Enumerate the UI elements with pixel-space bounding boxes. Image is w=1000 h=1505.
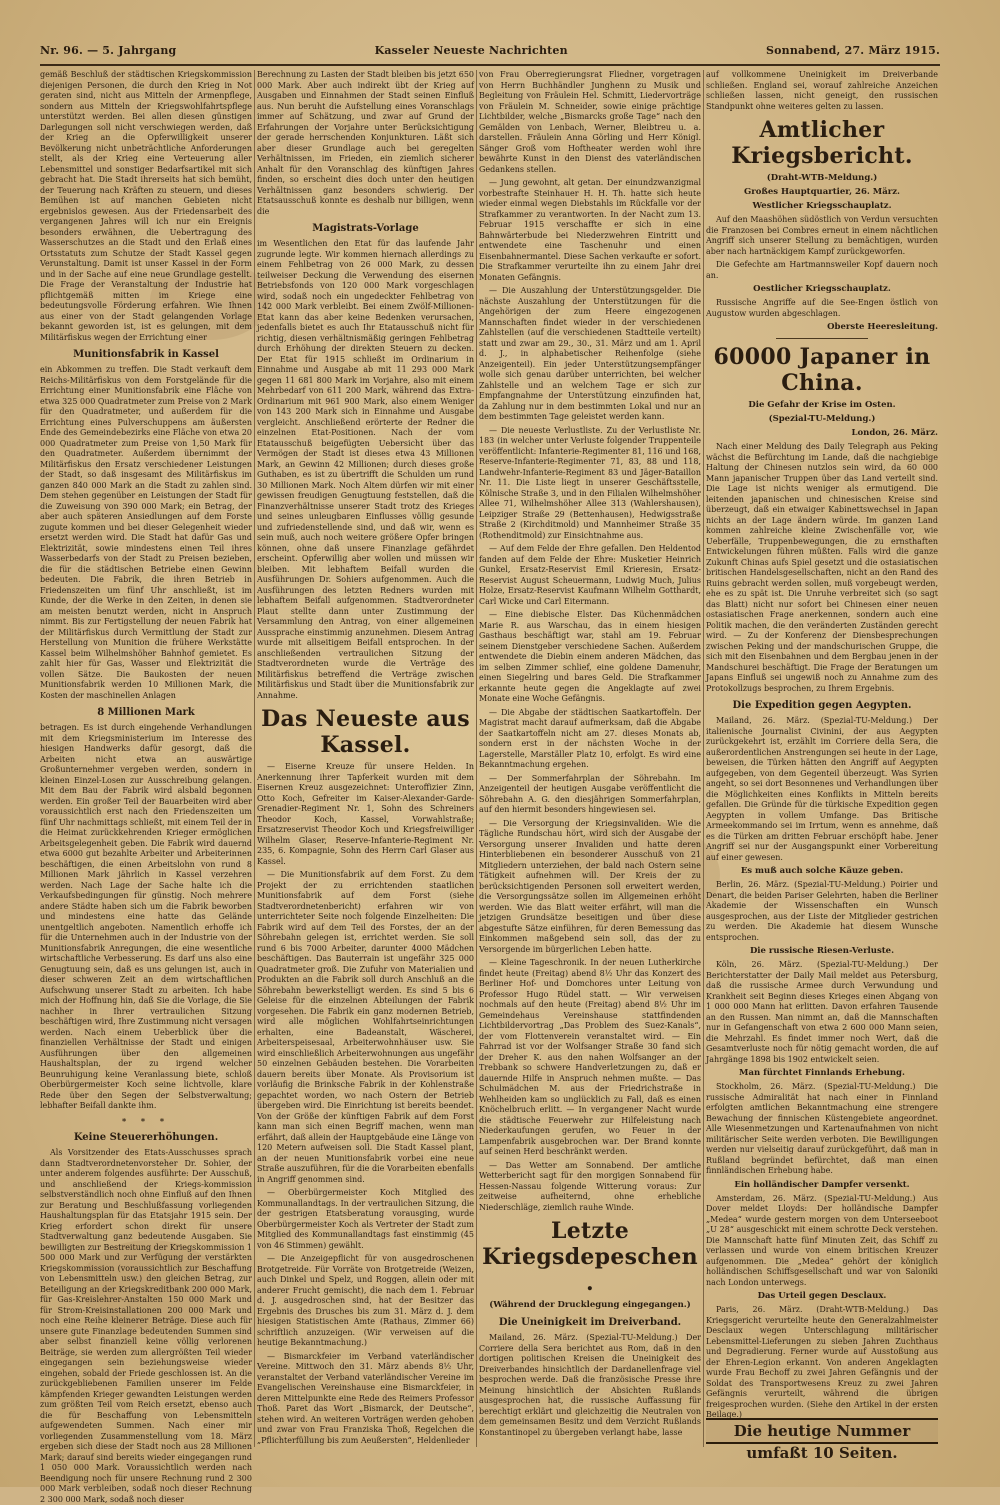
news-item: — Der Sommerfahrplan der Söhrebahn. Im Anzeigenteil der heutigen Ausgabe veröffentlicht die Söhrebahn A. G. den diesjährigen Sommerfahrplan, auf den hiermit besonders hingewiesen sei. <box>479 773 701 814</box>
news-item: — Die neueste Verlustliste. Zu der Verlustliste Nr. 183 (in welcher unter Verluste folgender Truppenteile veröffentlicht: Infanterie-Regimenter 81, 116 und 168, Reserve-Infanterie-Regimenter 71, 83, 88 und 118, Landwehr-Infanterie-Regiment 83 und Jäger-Bataillon Nr. 11. Die Liste liegt in unserer Geschäftsstelle, Kölnische Straße 3, und in den Filialen Wilhelmshöher Allee 71, Wilhelmshöher Allee 313 (Wahlershausen), Leipziger Straße 29 (Bettenhausen), Hedwigsstraße Straße 2 (Kirchditmold) und Mannheimer Straße 35 (Rothenditmold) zur Einsichtnahme aus. <box>479 425 701 540</box>
subheading: Die Expedition gegen Aegypten. <box>732 700 912 711</box>
news-item: Paris, 26. März. (Draht-WTB-Meldung.) Das Kriegsgericht verurteilte heute den Generalzahlmeister Desclaux wegen Unterschlagung militärischer Lebensmittel-Lieferungen zu sieben Jahren Zuchthaus und Degradierung. Ferner wurde auf Ausstoßung aus der Ehren-Legion erkannt. Von anderen Angeklagten wurde Frau Bechoff zu zwei Jahren Gefängnis und der Soldat des Transportwesens Kreuz zu zwei Jahren Gefängnis verurteilt, während die übrigen freigesprochen wurden. (Siehe den Artikel in der ersten Beilage.) <box>706 1305 938 1419</box>
news-item: — Oberbürgermeister Koch Mitglied des Kommunallandtags. In der vertraulichen Sitzung, die der gestrigen Etatsberatung vorausging, wurde Oberbürgermeister Koch als Vertreter der Stadt zum Mitglied des Kommunallandtags fast einstimmig (45 von 46 Stimmen) gewählt. <box>257 1188 474 1250</box>
column-2 <box>257 70 474 1447</box>
subheading: Munitionsfabrik in Kassel <box>73 349 219 360</box>
news-item: Auf den Maashöhen südöstlich von Verdun versuchten die Franzosen bei Combres erneut in einem nächtlichen Angriff sich unserer Stellung zu bemächtigen, wurden aber nach hartnäckigem Kampf zurückgeworfen. <box>706 215 938 256</box>
news-item: — Jung gewohnt, alt getan. Der einundzwanzigmal vorbestrafte Steinhauer H. H. Th. hatte sich heute wieder einmal wegen Diebstahls im Rückfalle vor der Strafkammer zu verantworten. In der Nacht zum 13. Februar 1915 verschaffte er sich in eine Bahnwärterbude bei Niederzwehren Eintritt und entwendete eine Taschenuhr und einen Eisenbahnermantel. Diese Sachen verkaufte er sofort. Die Strafkammer verurteilte ihn zu einem Jahr drei Monaten Gefängnis. <box>479 178 701 282</box>
article-paragraph: Berechnung zu Lasten der Stadt bleiben bis jetzt 650 000 Mark. Aber auch indirekt übt der Krieg auf Ausgaben und Einnahmen der Stadt seinen Einfluß aus. Nun beruht die Aufstellung eines Voranschlags immer auf Schätzung, und zwar auf Grund der Erfahrungen der Vorjahre unter Berücksichtigung der gerade herrschenden Konjunkturen. Läßt sich aber dieser Grundlage auch bei geregelten Verhältnissen, im Frieden, ein ziemlich sicherer Anhalt für den Voranschlag des künftigen Jahres finden, so erscheint dies doch unter den heutigen Verhältnissen ganz besonders schwierig. Der Etatsausschuß konnte es deshalb nur billigen, wenn die <box>257 70 474 216</box>
section-subline: Großes Hauptquartier, 26. März. <box>744 187 900 197</box>
news-item: — Eiserne Kreuze für unsere Helden. In Anerkennung ihrer Tapferkeit wurden mit dem Eisernen Kreuz ausgezeichnet: Unteroffizier Zinn, Otto Koch, Gefreiter im Kaiser-Alexander-Garde-Grenadier-Regiment Nr. 1, Sohn des Schreiners Theodor Koch, Kassel, Vorwahlstraße; Ersatzreservist Theodor Koch und Kriegsfreiwilliger Wilhelm Glaser, Reserve-Infanterie-Regiment Nr. 235, 6. Kompagnie, Sohn des Herrn Carl Glaser aus Kassel. <box>257 762 474 866</box>
news-item: — Auf dem Felde der Ehre gefallen. Den Heldentod fanden auf dem Felde der Ehre: Musketier Heinrich Gunkel, Ersatz-Reservist Emil Krieresin, Ersatz-Reservist August Scheuermann, Ludwig Much, Julius Holze, Ersatz-Reservist Kaufmann Wilhelm Gotthardt, Carl Wicke und Carl Eitermann. <box>479 544 701 606</box>
news-item: — Die Anzeigepflicht für von ausgedroschenen Brotgetreide. Für Vorräte von Brotgetreide (Weizen, auch Dinkel und Spelz, und Roggen, allein oder mit anderer Frucht gemischt), die nach dem 1. Februar d. J. ausgedroschen sind, hat der Besitzer das Ergebnis des Drusches bis zum 31. März d. J. dem hiesigen Statistischen Amte (Rathaus, Zimmer 66) schriftlich anzuzeigen. (Wir verweisen auf die heutige Bekanntmachung.) <box>257 1254 474 1347</box>
column-divider <box>476 70 477 1447</box>
news-item: — Das Wetter am Sonnabend. Der amtliche Wetterbericht sagt für den morgigen Sonnabend für Hessen-Nassau folgende Witterung voraus: Zur zeitweise aufheiternd, ohne erhebliche Niederschläge, ziemlich rauhe Winde. <box>479 1160 701 1212</box>
news-item: von Frau Oberregierungsrat Fliedner, vorgetragen von Herrn Buchhändler Junghenn zu Musik und Begleitung von Fräulein Hel. Schmitt, Liedervorträge von Fräulein M. Schneider, sowie einige prächtige Lichtbilder, welche „Bismarcks große Tage“ nach den Gemälden von Lenbach, Werner, Bleibtreu u. a. darstellen. Fräulein Anna Görling und Herr Königl. Sänger Groß vom Hoftheater werden wohl ihre bewährte Kunst in den Dienst des vaterländischen Gedankens stellen. <box>479 70 701 174</box>
section-headline: Letzte Kriegsdepeschen. <box>482 1218 698 1296</box>
subheading: Keine Steuererhöhungen. <box>73 1132 219 1143</box>
subheading: Es muß auch solche Käuze geben. <box>740 866 904 876</box>
news-item: auf vollkommene Uneinigkeit im Dreiverbande schließen. England sei, worauf zahlreiche Anzeichen schließen lassen, nicht geneigt, den russischen Standpunkt ohne weiteres gelten zu lassen. <box>706 70 938 111</box>
section-subline: (Draht-WTB-Meldung.) <box>766 173 878 183</box>
article-paragraph: gemäß Beschluß der städtischen Kriegskommission diejenigen Personen, die durch den Krieg in Not geraten sind, nicht aus Mitteln der Armenpflege, sondern aus Mitteln der Kriegswohlfahrtspflege unterstützt werden. Bei allen diesen günstigen Darlegungen soll nicht verschwiegen werden, daß der Krieg an die Opferwilligkeit unserer Bevölkerung nicht unbeträchtliche Anforderungen stellt, als der Krieg eine Verteuerung aller Lebensmittel und sonstiger Bedarfsartikel mit sich gebracht hat. Die Stadt ihrerseits hat sich bemüht, der Teuerung nach Kräften zu steuern, und dieses Bemühen ist auf manchen Gebieten nicht ergebnislos gewesen. Aus der Friedensarbeit des vergangenen Jahres will ich nur ein Ereignis besonders erwähnen, die Uebertragung des Wasserschutzes an die Stadt und den Erlaß eines Ortsstatuts zum Schutze der Stadt Kassel gegen Verunstaltung. Damit ist unser Kassel in der Form und in der Sache auf eine neue Grundlage gestellt. Die Frage der Veranstaltung der Industrie hat pflichtgemäß mitten im Kriege eine bedeutungsvolle Förderung erfahren. Wie Ihnen aus einer von der Stadt gelangenden Vorlage bekannt geworden ist, ist es gelungen, mit dem Militärfiskus wegen der Errichtung einer <box>40 70 252 342</box>
signature: Oberste Heeresleitung. <box>827 322 938 332</box>
dateline: London, 26. März. <box>851 428 938 438</box>
news-item: — Eine diebische Elster. Das Küchenmädchen Marie R. aus Warschau, das in einem hiesigen Gasthaus beschäftigt war, stahl am 19. Februar seinem Dienstgeber verschiedene Sachen. Außerdem entwendete die Diebin einem anderen Mädchen, das im selben Zimmer schlief, eine goldene Damenuhr, einen Siegelring und bares Geld. Die Strafkammer erkannte heute gegen die Angeklagte auf zwei Monate eine Woche Gefängnis. <box>479 610 701 703</box>
news-item: Mailand, 26. März. (Spezial-TU-Meldung.) Der Corriere della Sera berichtet aus Rom, daß in den dortigen politischen Kreisen die Uneinigkeit des Dreiverbandes hinsichtlich der Dardanellenfrage viel besprochen werde. Daß die französische Presse ihre Meinung hinsichtlich der Absichten Rußlands ausgesprochen hat, die russische Auffassung für berechtigt erklärt und gleichzeitig die Neutralen von dem gemeinsamen Besitz und dem Verzicht Rußlands Konstantinopel zu übergeben verlangt habe, lasse <box>479 1333 701 1437</box>
section-subline: (Spezial-TU-Meldung.) <box>768 414 876 424</box>
news-item: Die Gefechte am Hartmannsweiler Kopf dauern noch an. <box>706 260 938 280</box>
news-item: Amsterdam, 26. März. (Spezial-TU-Meldung.) Aus Dover meldet Lloyds: Der holländische Dampfer „Medea“ wurde gestern morgen von dem Unterseeboot „U 28“ ausgeschickt mit einem schrotte Deck verstehen. Die Mannschaft hatte fünf Minuten Zeit, das Schiff zu verlassen und wurde von einem britischen Kreuzer aufgenommen. Die „Medea“ gehört der königlich holländischen Schiffsgesellschaft und war von Saloniki nach London unterwegs. <box>706 1193 938 1287</box>
article-paragraph: betragen. Es ist durch eingehende Verhandlungen mit dem Kriegsministerium im Interesse des hiesigen Handwerks dafür gesorgt, daß die Arbeiten nicht etwa an auswärtige Großunternehmer vergeben werden, sondern in kleinen Einzel-Losen zur Ausschreibung gelangen. Mit dem Bau der Fabrik wird alsbald begonnen werden. Ein großer Teil der Bauarbeiten wird aber voraussichtlich erst nach den Friedenszeiten um fünf Uhr nachmittags schließt, mit einem Teil der in die Heimat zurückkehrenden Krieger ermöglichen Arbeitsgelegenheit geben. Die Fabrik wird dauernd etwa 6000 gut bezahlte Arbeiter und Arbeiterinnen beschäftigen, die einen Arbeitslohn von rund 8 Millionen Mark jährlich in Kassel verzehren werden. Nach Lage der Sache halte ich die Verkaufsbedingungen für günstig. Noch mehrere andere Städte haben sich um die Fabrik beworben und mindestens eine hatte das Gelände unentgeltlich angeboten. Namentlich erhoffe ich für die Unternehmen auch in der Industrie von der Munitionsfabrik Anregungen, die eine wesentliche wirtschaftliche Verbesserung. Es darf uns also eine Genugtuung sein, daß es uns gelungen ist, auch in dieser schweren Zeit an dem wirtschaftlichen Aufschwung unserer Stadt zu arbeiten. Ich habe mich der Hoffnung hin, daß Sie die Vorlage, die Sie nachher in Ihrer vertraulichen Sitzung beschäftigen wird, Ihre Zustimmung nicht versagen werden. Nach einem Ueberblick über die finanziellen Verhältnisse der Stadt und einigen Ausführungen über den allgemeinen Haushaltsplan, der zu irgend welcher Beunruhigung keine Veranlassung biete, schloß Oberbürgermeister Koch seine lichtvolle, klare Rede über den Segen der Selbstverwaltung; lebhafter Beifall dankte ihm. <box>40 723 252 1110</box>
column-4 <box>706 70 938 1447</box>
news-item: — Die Versorgung der Kriegsinvaliden. Wie die Tägliche Rundschau hört, wird sich der Ausgabe der Versorgung unserer Invaliden und hatte deren Hinterbliebenen ein besonderer Ausschuß von 21 Mitgliedern unterziehen, der bald nach Ostern seine Tätigkeit aufnehmen will. Der Kreis der zu berücksichtigenden Personen soll erweitert werden, die Versorgungssätze sollen im Allgemeinen erhöht werden. Wie das Blatt weiter erfährt, will man die jetzigen Grundsätze beseitigen und über diese abgestufte Sätze einführen, für deren Bemessung das Einkommen maßgebend sein soll, das der zu Versorgende im bürgerlichen Leben hatte. <box>479 818 701 954</box>
news-item: Stockholm, 26. März. (Spezial-TU-Meldung.) Die russische Admiralität hat nach einer in Finnland erfolgten amtlichen Bekanntmachung eine strengere Bewachung der finnischen Küstengebiete angeordnet. Alle Wiesenmetzungen und Kartenaufnahmen von nicht militärischer Seite werden verboten. Die Bewilligungen werden nur vielseitig darauf zurückgeführt, daß man in Rußland begründet befürchtet, daß man einen finnländischen Erhebung habe. <box>706 1082 938 1175</box>
article-paragraph: im Wesentlichen den Etat für das laufende Jahr zugrunde legte. Wir kommen hiernach allerdings zu einem Fehlbetrag von 26 000 Mark, zu dessen teilweiser Deckung die Verwendung des eisernen Betriebsfonds von 120 000 Mark vorgeschlagen wird, sodaß noch ein ungedeckter Fehlbetrag von 142 000 Mark verbleibt. Bei einem Zwölf-Millionen-Etat kann das aber keine Bedenken verursachen, jedenfalls bietet es auch Ihr Etatausschuß nicht für richtig, diesen verhältnismäßig geringen Fehlbetrag durch Erhöhung der direkten Steuern zu decken. Der Etat für 1915 schließt im Ordinarium in Einnahme und Ausgabe ab mit 11 293 000 Mark gegen 11 681 800 Mark im Vorjahre, also mit einem Mehrbedarf von 611 200 Mark, während das Extra-Ordinarium mit 961 900 Mark, also einem Weniger von 143 200 Mark sich in Einnahme und Ausgabe vergleicht. Anschließend erörterte der Redner die einzelnen Etat-Positionen. Nach der vom Etatausschuß beigefügten Uebersicht über das Vermögen der Stadt ist dieses etwa 43 Millionen Mark, an Gewinn 42 Millionen; durch dieses große Guthaben, es ist zu übertrifft die Schulden um rund 30 Millionen Mark. Noch Altem dürfen wir mit einer gewissen freudigen Genugtuung feststellen, daß die Finanzverhältnisse unserer Stadt trotz des Krieges und seines unleugbaren Einflusses völlig gesunde und zufriedenstellende sind, und daß wir, wenn es sein muß, auch noch weitere größere Opfer bringen können, ohne daß unsere Finanzlage gefährdet erscheint. Opferwillig aber wollen und müssen wir bleiben. Mit lebhaftem Beifall wurden die Ausführungen Dr. Sohiers aufgenommen. Auch die Ausführungen des letzten Redners wurden mit lebhaftem Beifall aufgenommen. Stadtverordneter Plaut stellte dann unter Zustimmung der Versammlung den Antrag, von einer allgemeinen Aussprache einstimmig anzunehmen. Diesem Antrag wurde mit allseitigem Beifall entsprochen. In der anschließenden vertraulichen Sitzung der Stadtverordneten wurde die Verträge des Militärfiskus betreffend die Verträge zwischen Militärfiskus und Stadt über die Munitionsfabrik zur Annahme. <box>257 239 474 700</box>
news-item: Nach einer Meldung des Daily Telegraph aus Peking wächst die Befürchtung im Lande, daß die nachgiebige Haltung der Chinesen nutzlos sein wird, da 60 000 Mann japanischer Truppen über das Land verteilt sind. Die Lage ist nichts weniger als ermutigend. Die leitenden japanischen und chinesischen Kreise sind überzeugt, daß ein etwaiger Kabinettswechsel in Japan nichts an der Lage ändern würde. Im ganzen Land kommen zahlreiche kleine Zwischenfälle vor, wie Ueberfälle, Truppenbewegungen, die zu ernsthaften Entwickelungen führen müßten. Falls wird die ganze Zukunft Chinas aufs Spiel gesetzt und die ostasiatischen britischen Handelsgesellschaften, nicht an den Rand des Ruins gebracht werden sollen, muß vorgebeugt werden, ehe es zu spät ist. Die Unruhe verbreitet sich (so sagt das Blatt) nicht nur sofort bei Chinesen einer neuen ostasiatischen Frage anerkennen, sondern auch eine Politik machen, die den veränderten Zuständen gerecht wird. — Zu der Konferenz der Diensbesprechungen zwischen Peking und der mandschurischen Gruppe, die sich mit den Eisenbahnen und dem Bergbau jenen in der Mandschurei beschäftigt. Die Frage der Beratungen um Japans Einfluß sei ungewiß noch zu Annahme zum des Protokollzugs besprochen, zu Ihrem Ergebnis. <box>706 442 938 693</box>
news-item: — Die Munitionsfabrik auf dem Forst. Zu dem Projekt der zu errichtenden staatlichen Munitionsfabrik auf dem Forst (siehe Stadtverordnetenbericht) erfahren wir von unterrichteter Seite noch folgende Einzelheiten: Die Fabrik wird auf dem Teil des Forstes, der an der Söhrebahn gelegen ist, errichtet werden. Sie soll rund 6 bis 7000 Arbeiter, darunter 4000 Mädchen beschäftigen. Das Bauterrain ist ungefähr 325 000 Quadratmeter groß. Die Zufuhr von Materialien und Produkten an die Fabrik soll durch Anschluß an die Söhrebahn bewerkstelligt werden. Es sind 5 bis 6 Geleise für die einzelnen Abteilungen der Fabrik vorgesehen. Die Fabrik ein ganz modernen Betrieb, wird alle möglichen Wohlfahrtseinrichtungen erhalten, eine Badeanstalt, Wäscherei, Arbeiterspeisesaal, Arbeiterwohnhäuser usw. Sie wird einschließlich Arbeiterwohnungen aus ungefähr 50 einzelnen Gebäuden bestehen. Die Vorarbeiten dauern bereits über Monate. Als Provisorium ist vorläufig die Brinksche Fabrik in der Kohlenstraße gepachtet worden, wo nach Ostern der Betrieb übergeben wird. Die Einrichtung ist bereits beendet. Von der Größe der künftigen Fabrik auf dem Forst kann man sich einen Begriff machen, wenn man erfährt, daß allein der Hauptgebäude eine Länge von 120 Metern aufweisen soll. Die Stadt Kassel plant, an der neuen Munitionsfabrik vorbei eine neue Straße auszuführen, für die die Vorarbeiten ebenfalls in Angriff genommen sind. <box>257 870 474 1184</box>
article-paragraph: ein Abkommen zu treffen. Die Stadt verkauft dem Reichs-Militärfiskus von dem Forstgelände für die Errichtung einer Munitionsfabrik eine Fläche von etwa 325 000 Quadratmeter zum Preise von 2 Mark für den Quadratmeter, und außerdem für die Errichtung eines Pulverschuppens am äußersten Ende des Gemeindebezirks eine Fläche von etwa 20 000 Quadratmeter zum Preise von 1,50 Mark für den Quadratmeter. Außerdem übernimmt der Militärfiskus den Ersatz verschiedener Leistungen der Stadt, so daß insgesamt des Militärfiskus im ganzen 840 000 Mark an die Stadt zu zahlen sind. Dem stehen gegenüber en Leistungen der Stadt für die Zuweisung von 390 000 Mark; ein Betrag, der aber auch späteren Ansiedlungen auf dem Forste zugute kommen und bei dieser Gelegenheit wieder ersetzt werden wird. Die Stadt hat dafür Gas und Elektrizität, sowie mindestens einen Teil ihres Wasserbedarfs von der Stadt zu Preisen bezieben, die für die städtischen Betriebe einen Gewinn bedeuten. Die Fabrik, die ihren Betrieb in Friedenszeiten um fünf Uhr anschließt, ist im Kunde, der die Werke in den Zeiten, in denen sie am meisten benutzt werden, nicht in Anspruch nimmt. Bis zur Fertigstellung der neuen Fabrik hat der Militärfiskus durch Vermittlung der Stadt zur Herstellung von Munition die frühere Werkstätte Kassel beim Wilhelmshöher Bahnhof gemietet. Es zahlt hier für Gas, Wasser und Elektrizität die vollen Sätze. Die Baukosten der neuen Munitionsfabrik werden 10 Millionen Mark, die Kosten der maschinellen Anlagen <box>40 365 252 700</box>
column-1 <box>40 70 252 1504</box>
issue-number: Nr. 96. — 5. Jahrgang <box>40 44 177 57</box>
article-paragraph: Als Vorsitzender des Etats-Ausschusses sprach dann Stadtverordnetenvorsteher Dr. Sohier, der unter anderem folgendes ausführte: Der Ausschuß, und anschließend der Kriegs-kommission selbstverständlich noch ohne Einfluß auf den Ihnen zur Beratung und Beschlußfassung vorliegenden Haushaltungsplan für das Etatsjahr 1915 sein. Der Krieg erfordert schon direkt für unsere Stadtverwaltung ganz bedeutende Ausgaben. Sie bewilligten zur Bestreitung der Kriegskommission 1 500 000 Mark und zur Verfügung der verstärkten Kriegskommission (voraussichtlich zur Beschaffung von Lebensmitteln usw.) den gleichen Betrag, zur Beteiligung an der Kriegskreditbank 200 000 Mark, für Gas-Kreislehrer-Anstalten 150 000 Mark und für Strom-Kreisinstallationen 200 000 Mark und noch eine Reihe kleinerer Beträge. Diese auch für unsere gute Finanzlage bedeutenden Summen sind aber selbst finanziell keine völlig verlorenen Beiträge, sie werden zum allergrößten Teil wieder eingegangen sein beziehungsweise wieder eingehen, sobald der Friede geschlossen ist. An die zurückgebliebenen Familien unserer im Felde kämpfenden Krieger gewandten Leistungen werden zum größten Teil vom Reich ersetzt, ebenso auch die für Beschaffung von Lebensmitteln aufgewendeten Summen. Nach einer mir vorliegenden Zusammenstellung vom 18. März ergeben sich diese der Stadt noch aus 28 Millionen Mark; darauf sind bereits wieder eingegangen rund 1 050 000 Mark. Voraussichtlich werden nach Beendigung noch für unsere Rechnung rund 2 300 000 Mark verbleiben, sodaß noch dieser Rechnung 2 300 000 Mark, sodaß noch dieser <box>40 1148 252 1504</box>
section-subline: Die Gefahr der Krise im Osten. <box>748 400 896 410</box>
section-subline: Oestlicher Kriegsschauplatz. <box>753 284 891 294</box>
news-item: — Die Abgabe der städtischen Saatkartoffeln. Der Magistrat macht darauf aufmerksam, daß die Abgabe der Saatkartoffeln nicht am 27. dieses Monats ab, sondern erst in der nächsten Woche in der Lagerstelle, Marställer Platz 10, erfolgt. Es wird eine Bekanntmachung ergehen. <box>479 707 701 769</box>
news-item: — Bismarckfeier im Verband vaterländischer Vereine. Mittwoch den 31. März abends 8½ Uhr, veranstaltet der Verband vaterländischer Vereine im Evangelischen Vereinshause eine Bismarckfeier, in deren Mittelpunkte eine Rede des Reimers Professor Thoß. Paret das Wort „Bismarck, der Deutsche“, stehen wird. An weiteren Vorträgen werden gehoben und zwar von Frau Franziska Thoß, Regelchen die „Pflichterfüllung bis zum Aeußersten“, Heldenlieder <box>257 1351 474 1445</box>
subheading: Das Urteil gegen Desclaux. <box>757 1291 887 1301</box>
section-subline: Westlicher Kriegsschauplatz. <box>752 201 892 211</box>
masthead-title: Kasseler Neueste Nachrichten <box>374 44 568 57</box>
header-rule <box>40 64 940 66</box>
column-divider <box>254 70 255 1447</box>
divider <box>776 338 869 339</box>
news-item: Berlin, 26. März. (Spezial-TU-Meldung.) Poirier und Denart, die beiden Pariser Gelehrten, haben die Berliner Akademie der Wissenschaften ein Wunsch ausgesprochen, aus der Liste der Mitglieder gestrichen zu werden. Die Akademie hat diesem Wunsche entsprochen. <box>706 880 938 942</box>
column-divider <box>703 70 704 1447</box>
section-headline: Das Neueste aus Kassel. <box>261 706 470 758</box>
news-item: Köln, 26. März. (Spezial-TU-Meldung.) Der Berichterstatter der Daily Mail meldet aus Petersburg, daß die russische Armee durch Verwundung und Krankheit seit Beginn dieses Krieges einen Abgang von 1 000 000 Mann hat erlitten. Davon erfahren Tausende an den Russen. Man nimmt an, daß die Mannschaften nur in Gefangenschaft von etwa 2 600 000 Mann seien, die Mehrzahl. Es findet immer noch Wert, daß die Gesamtverluste noch für nötig gemacht worden, die auf Jahrgänge 1898 bis 1902 entwickelt seien. <box>706 960 938 1064</box>
page-count-banner: Die heutige Nummer umfaßt 10 Seiten. <box>706 1418 938 1444</box>
section-headline: 60000 Japaner in China. <box>713 344 931 396</box>
subheading: Man fürchtet Finnlands Erhebung. <box>739 1068 905 1078</box>
section-subline: (Während der Drucklegung eingegangen.) <box>489 1300 691 1310</box>
news-item: — Die Auszahlung der Unterstützungsgelder. Die nächste Auszahlung der Unterstützungen für die Angehörigen der zum Heere eingezogenen Mannschaften findet wieder in der verschiedenen Zahlstellen (auf die verschiedenen Stadtteile verteilt) statt und zwar am 29., 30., 31. März und am 1. April d. J., in alphabetischer Reihenfolge (siehe Anzeigenteil). Ein jeder Unterstützungsempfänger wolle sich genau darüber unterrichten, bei welcher Zahlstelle und an welchem Tage er sich zur Empfangnahme der Unterstützung einzufinden hat, da Zahlung nur in dem bestimmten Lokal und nur an dem bestimmten Tage geleistet werden kann. <box>479 286 701 421</box>
section-headline: Amtlicher Kriegsbericht. <box>731 117 913 169</box>
subheading: Ein holländischer Dampfer versenkt. <box>734 1179 910 1190</box>
subheading: Die Uneinigkeit im Dreiverband. <box>498 1317 682 1328</box>
news-item: — Kleine Tageschronik. In der neuen Lutherkirche findet heute (Freitag) abend 8½ Uhr das Konzert des Berliner Hof- und Domchores unter Leitung von Professor Hugo Rüdel statt. — Wir verweisen nochmals auf den heute (Freitag) abend 8½ Uhr im Gemeindehaus Vereinshause stattfindenden Lichtbildervortrag „Das Problem des Suez-Kanals“, der vom Flottenverein veranstaltet wird. — Ein Fahrrad ist vor der Wolfsanger Straße 30 fand sich der Dreher K. aus den nahen Wolfsanger an der Trebbank so schwere Handverletzungen zu, daß er dauernde Hilfe in Anspruch nehmen mußte. — Das Schulmädchen M. aus der Friedrichstraße in Wehlheiden kam so unglücklich zu Fall, daß es einen Knöchelbruch erlitt. — In vergangener Nacht wurde die städtische Feuerwehr zur Hilfeleistung nach Niederkaufungen gerufen, wo Feuer in der Lampenfabrik ausgebrochen war. Der Brand konnte auf seinen Herd beschränkt werden. <box>479 958 701 1156</box>
subheading: Magistrats-Vorlage <box>312 223 419 234</box>
page-header <box>40 44 940 64</box>
news-item: Mailand, 26. März. (Spezial-TU-Meldung.) Der italienische Journalist Civinini, der aus Aegypten zurückgekehrt ist, erzählt im Corriere della Sera, die außerordentlichen Anstrengungen sei heute in der Lage, beweisen, die Türken hätten den Angriff auf Aegypten aufgegeben, von dem Gegenteil überzeugt. Was Syrien angeht, so sei dort Besonnenes und Verhandlungen über die Möglichkeiten eines Konflikts in Mitteln bereits gefallen. Die Gründe für die türkische Expedition gegen Aegypten in vollem Umfange. Das Britische Armeekommando sei im Irrtum, wenn es annehme, daß es die Türken am dritten Februar erschöpft habe. Jener Angriff sei nur der Ausgangspunkt einer Vorbereitung auf einer gewesen. <box>706 716 938 862</box>
column-3 <box>479 70 701 1447</box>
section-separator: * * * <box>121 1115 171 1126</box>
news-item: Russische Angriffe auf die See-Engen östlich von Augustow wurden abgeschlagen. <box>706 298 938 318</box>
subheading: 8 Millionen Mark <box>97 707 195 718</box>
subheading: Die russische Riesen-Verluste. <box>749 946 895 956</box>
issue-date: Sonnabend, 27. März 1915. <box>765 44 940 57</box>
